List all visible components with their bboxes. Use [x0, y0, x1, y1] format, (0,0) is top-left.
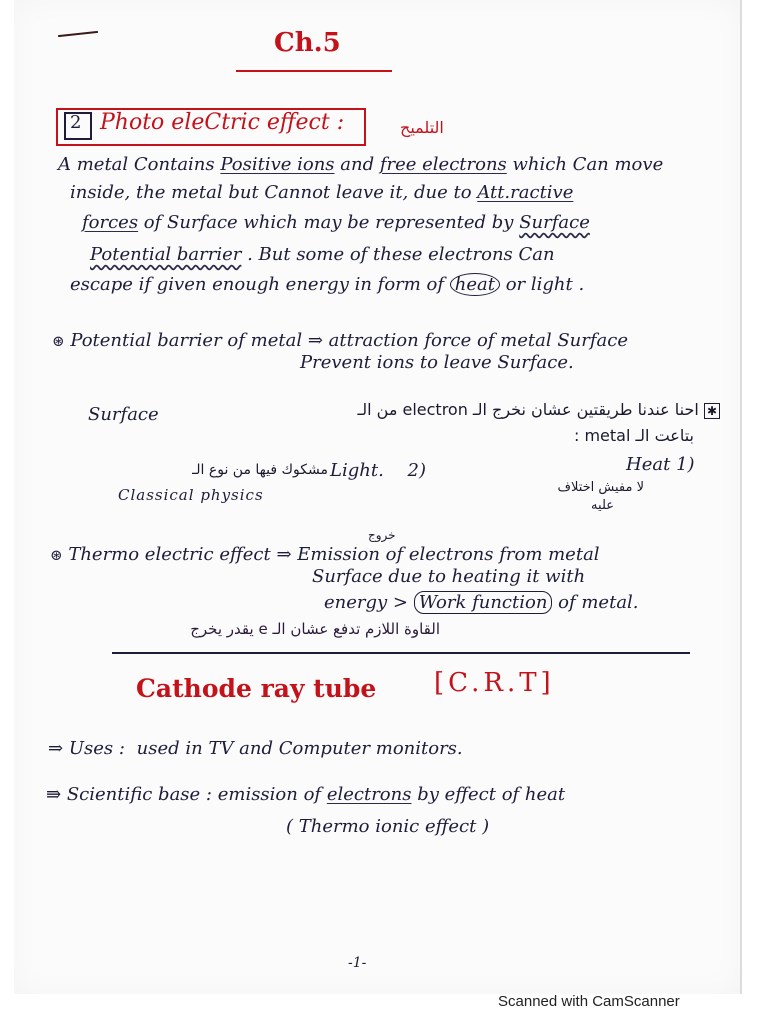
- intro-line-2: inside, the metal but Cannot leave it, due to Att.ractive: [70, 182, 574, 203]
- arrow-icon: ⇛: [46, 784, 62, 805]
- thermo-arabic-note: القاوة اللازم تدفع عشان الـ e يقدر يخرج: [190, 620, 440, 638]
- potential-barrier-def-2: Prevent ions to leave Surface.: [300, 352, 574, 373]
- star-bullet-icon: ⊛: [50, 546, 63, 564]
- potential-barrier-line: ⊛ Potential barrier of metal ⇒ attraction force of metal Surface: [52, 330, 628, 351]
- notebook-page: [14, 0, 742, 994]
- intro-line-3: forces of Surface which may be represented by Surface: [82, 212, 590, 233]
- way-light: Light. 2): [330, 460, 426, 481]
- thermo-line-1: ⊛ Thermo electric effect ⇒ Emission of electrons from metal: [50, 544, 600, 565]
- thermo-line-3: energy > Work function of metal.: [324, 592, 639, 613]
- crt-base-line-2: ( Thermo ionic effect ): [286, 816, 490, 837]
- page-number: -1-: [348, 955, 367, 971]
- chapter-title: Ch.5: [274, 28, 341, 58]
- thermo-arabic-above: خروج: [368, 528, 396, 542]
- crt-abbreviation: [C.R.T]: [434, 668, 555, 698]
- corner-mark: [58, 31, 98, 37]
- star-bullet-icon: ⊛: [52, 332, 65, 350]
- intro-line-1: A metal Contains Positive ions and free electrons which Can move: [58, 154, 664, 175]
- section-number: 2: [70, 112, 82, 133]
- intro-line-5: escape if given enough energy in form of heat or light .: [70, 274, 585, 295]
- scanner-watermark: Scanned with CamScanner: [498, 993, 680, 1010]
- intro-line-4: Potential barrier . But some of these electrons Can: [90, 244, 555, 265]
- crt-title: Cathode ray tube: [136, 674, 377, 703]
- section-arabic-note: التلميح: [400, 118, 444, 137]
- chapter-underline: [236, 70, 392, 72]
- crt-base-line: ⇛ Scientific base : emission of electrons by effect of heat: [46, 784, 566, 805]
- classical-physics: Classical physics: [118, 486, 264, 504]
- ways-arabic-line-1: ✱ احنا عندنا طريقتين عشان نخرج الـ electron من الـ: [200, 400, 720, 419]
- section-title: Photo eleCtric effect :: [100, 110, 345, 135]
- section-divider: [112, 652, 690, 654]
- ways-arabic-line-2: بتاعت الـ metal :: [573, 426, 694, 445]
- crt-uses-line: ⇒ Uses : used in TV and Computer monitors.: [48, 738, 463, 759]
- ways-surface-word: Surface: [88, 404, 159, 425]
- arrow-icon: ⇒: [48, 738, 64, 759]
- way-heat: Heat 1): [626, 454, 695, 475]
- heat-arabic-note: لا مفيش اختلاف: [557, 480, 644, 495]
- heat-arabic-note-2: عليه: [591, 498, 614, 513]
- star-box-icon: ✱: [704, 403, 720, 419]
- light-arabic-note: مشكوك فيها من نوع الـ: [192, 462, 328, 478]
- thermo-line-2: Surface due to heating it with: [312, 566, 586, 587]
